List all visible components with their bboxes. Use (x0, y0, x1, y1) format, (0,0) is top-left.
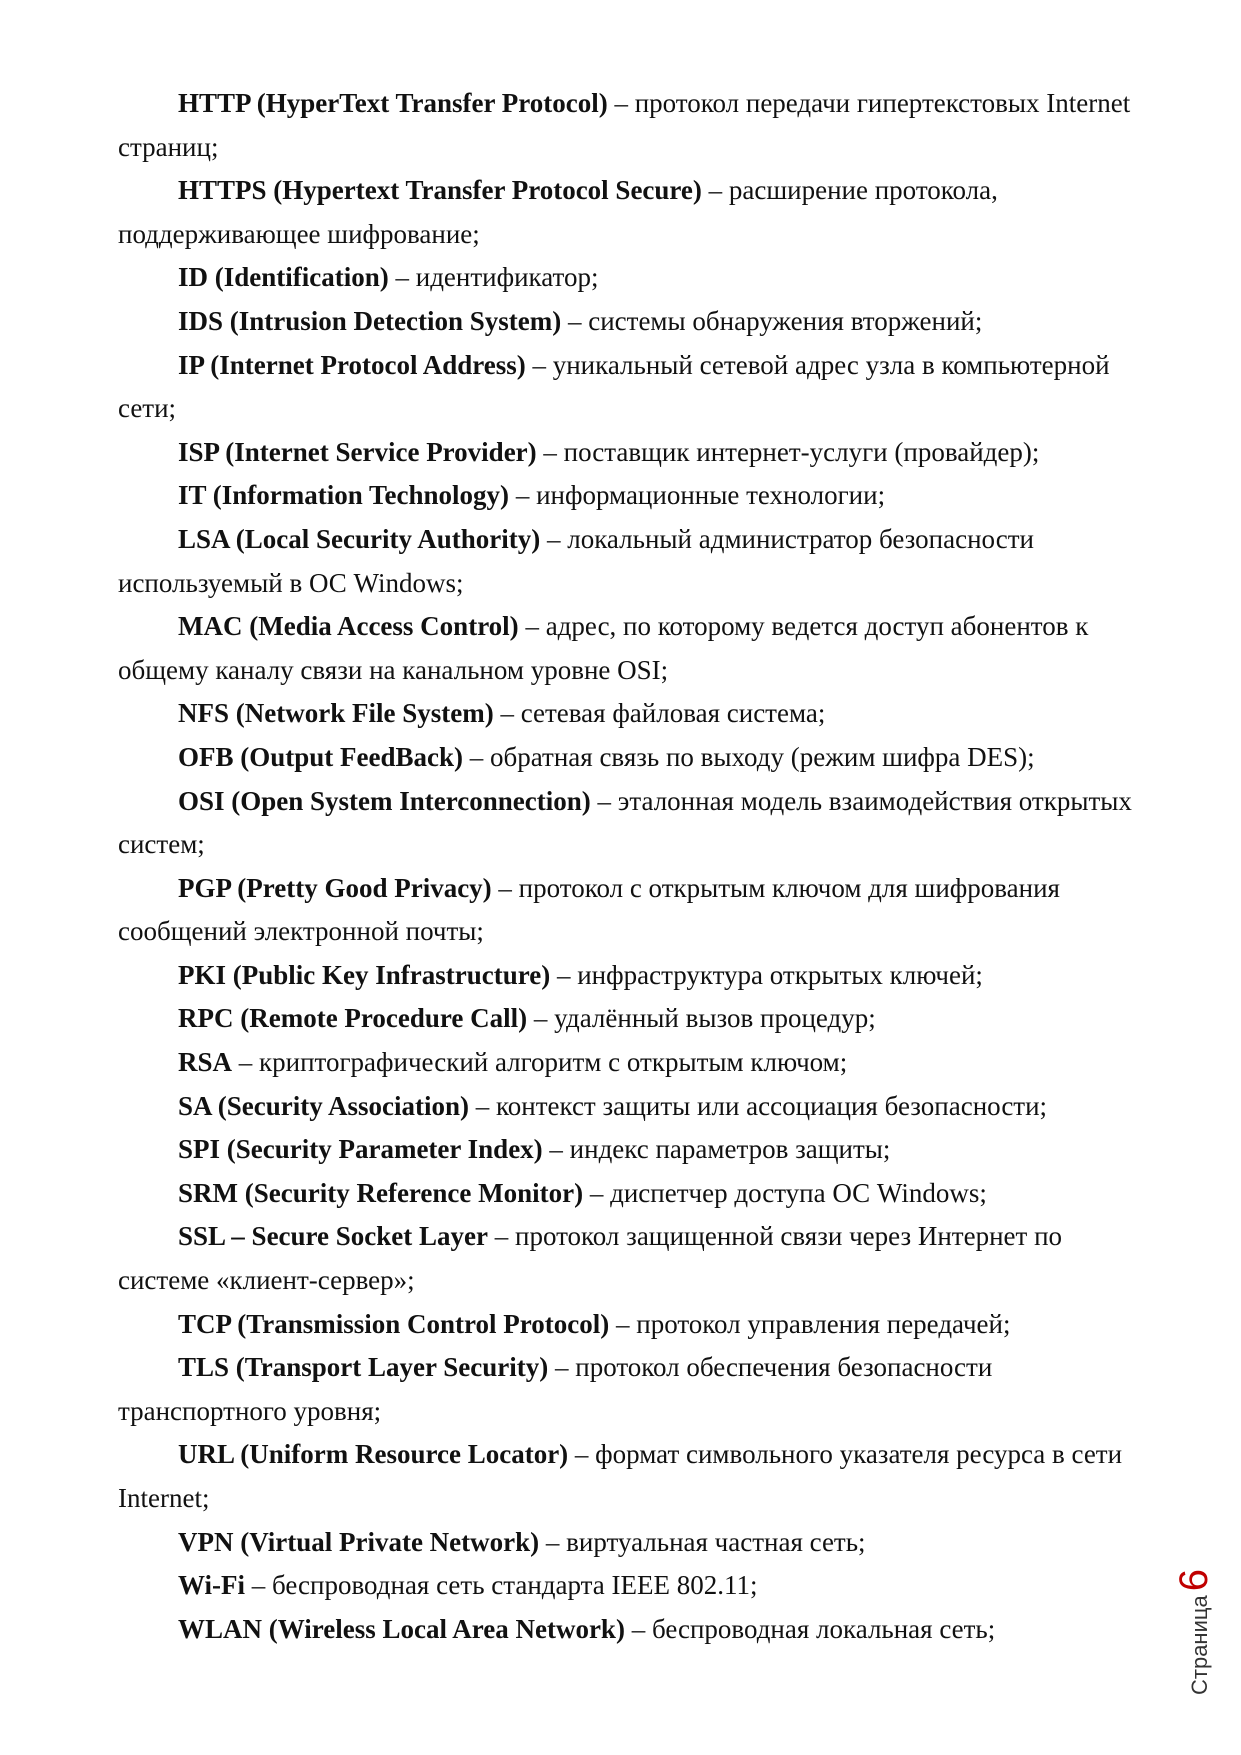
definition: – контекст защиты или ассоциация безопасности; (469, 1090, 1048, 1121)
list-item (118, 1564, 1133, 1608)
definition: – системы обнаружения вторжений; (561, 305, 983, 336)
term: TLS (Transport Layer Security) (178, 1352, 549, 1383)
term: ISP (Internet Service Provider) (178, 436, 537, 467)
list-item (118, 736, 1133, 780)
term: OSI (Open System Interconnection) (178, 785, 591, 816)
page-footer (1172, 1569, 1217, 1695)
list-item (118, 474, 1133, 518)
list-item (118, 300, 1133, 344)
term: SRM (Security Reference Monitor) (178, 1177, 584, 1208)
definition: – локальный администратор безопасности используемый в ОС Windows; (118, 523, 1034, 598)
definition: – диспетчер доступа ОС Windows; (583, 1177, 987, 1208)
term: HTTPS (Hypertext Transfer Protocol Secure) (178, 175, 702, 206)
definition: – адрес, по которому ведется доступ абонентов к общему каналу связи на канальном уровне OSI; (118, 611, 1089, 685)
definition: – удалённый вызов процедур; (527, 1003, 876, 1034)
term: MAC (Media Access Control) (178, 611, 519, 642)
definition: – информационные технологии; (509, 480, 886, 511)
definition: – эталонная модель взаимодействия открытых систем; (118, 785, 1132, 860)
list-item (118, 1041, 1133, 1085)
term: LSA (Local Security Authority) (178, 523, 541, 554)
definition: – расширение протокола, поддерживающее шифрование; (118, 175, 998, 249)
term: NFS (Network File System) (178, 698, 494, 729)
definition: – беспроводная сеть стандарта IEEE 802.11; (245, 1570, 758, 1601)
list-item (118, 1521, 1133, 1565)
definition: – инфраструктура открытых ключей; (550, 959, 983, 990)
definition: – уникальный сетевой адрес узла в компьютерной сети; (118, 349, 1110, 424)
term: URL (Uniform Resource Locator) (178, 1439, 569, 1470)
page-label: Страница (1187, 1595, 1212, 1695)
list-item (118, 605, 1133, 692)
definition: – идентификатор; (388, 262, 599, 293)
term: PKI (Public Key Infrastructure) (178, 959, 551, 990)
list-item (118, 169, 1133, 256)
list-item (118, 344, 1133, 431)
list-item (118, 1085, 1133, 1129)
page-number: 6 (1172, 1569, 1216, 1592)
term: RSA (178, 1047, 233, 1078)
term: SPI (Security Parameter Index) (178, 1134, 543, 1165)
term: IT (Information Technology) (178, 480, 510, 511)
term: SSL – Secure Socket Layer (178, 1221, 488, 1252)
definition: – поставщик интернет-услуги (провайдер); (536, 436, 1040, 467)
term: WLAN (Wireless Local Area Network) (178, 1613, 625, 1644)
term: Wi-Fi (178, 1570, 245, 1601)
term: SA (Security Association) (178, 1090, 470, 1121)
list-item (118, 780, 1133, 867)
list-item (118, 1172, 1133, 1216)
list-item (118, 692, 1133, 736)
list-item (118, 1433, 1133, 1520)
definition: – сетевая файловая система; (493, 698, 826, 729)
list-item (118, 954, 1133, 998)
term: OFB (Output FeedBack) (178, 741, 464, 772)
abbreviation-list (118, 82, 1133, 1651)
list-item (118, 1608, 1133, 1652)
list-item (118, 1303, 1133, 1347)
list-item (118, 431, 1133, 475)
definition: – протокол с открытым ключом для шифрования сообщений электронной почты; (118, 872, 1060, 947)
term: HTTP (HyperText Transfer Protocol) (178, 88, 608, 118)
definition: – протокол управления передачей; (609, 1308, 1011, 1339)
list-item (118, 867, 1133, 954)
list-item (118, 256, 1133, 300)
list-item (118, 1128, 1133, 1172)
term: IP (Internet Protocol Address) (178, 349, 526, 380)
definition: – протокол передачи гипертекстовых Internet страниц; (118, 88, 1131, 162)
list-item (118, 997, 1133, 1041)
definition: – беспроводная локальная сеть; (624, 1613, 996, 1644)
list-item (118, 1346, 1133, 1433)
definition: – индекс параметров защиты; (542, 1134, 891, 1165)
term: PGP (Pretty Good Privacy) (178, 872, 492, 903)
term: VPN (Virtual Private Network) (178, 1526, 540, 1557)
term: RPC (Remote Procedure Call) (178, 1003, 528, 1034)
definition: – протокол защищенной связи через Интернет по системе «клиент-сервер»; (118, 1221, 1063, 1296)
definition: – криптографический алгоритм с открытым ключом; (232, 1047, 848, 1078)
definition: – виртуальная частная сеть; (539, 1526, 866, 1557)
term: TCP (Transmission Control Protocol) (178, 1308, 610, 1339)
definition: – протокол обеспечения безопасности транспортного уровня; (118, 1352, 993, 1426)
term: ID (Identification) (178, 262, 389, 293)
definition: – формат символьного указателя ресурса в сети Internet; (118, 1439, 1123, 1513)
list-item (118, 518, 1133, 605)
definition: – обратная связь по выходу (режим шифра DES); (463, 741, 1035, 772)
list-item (118, 82, 1133, 169)
term: IDS (Intrusion Detection System) (178, 305, 562, 336)
list-item (118, 1215, 1133, 1302)
